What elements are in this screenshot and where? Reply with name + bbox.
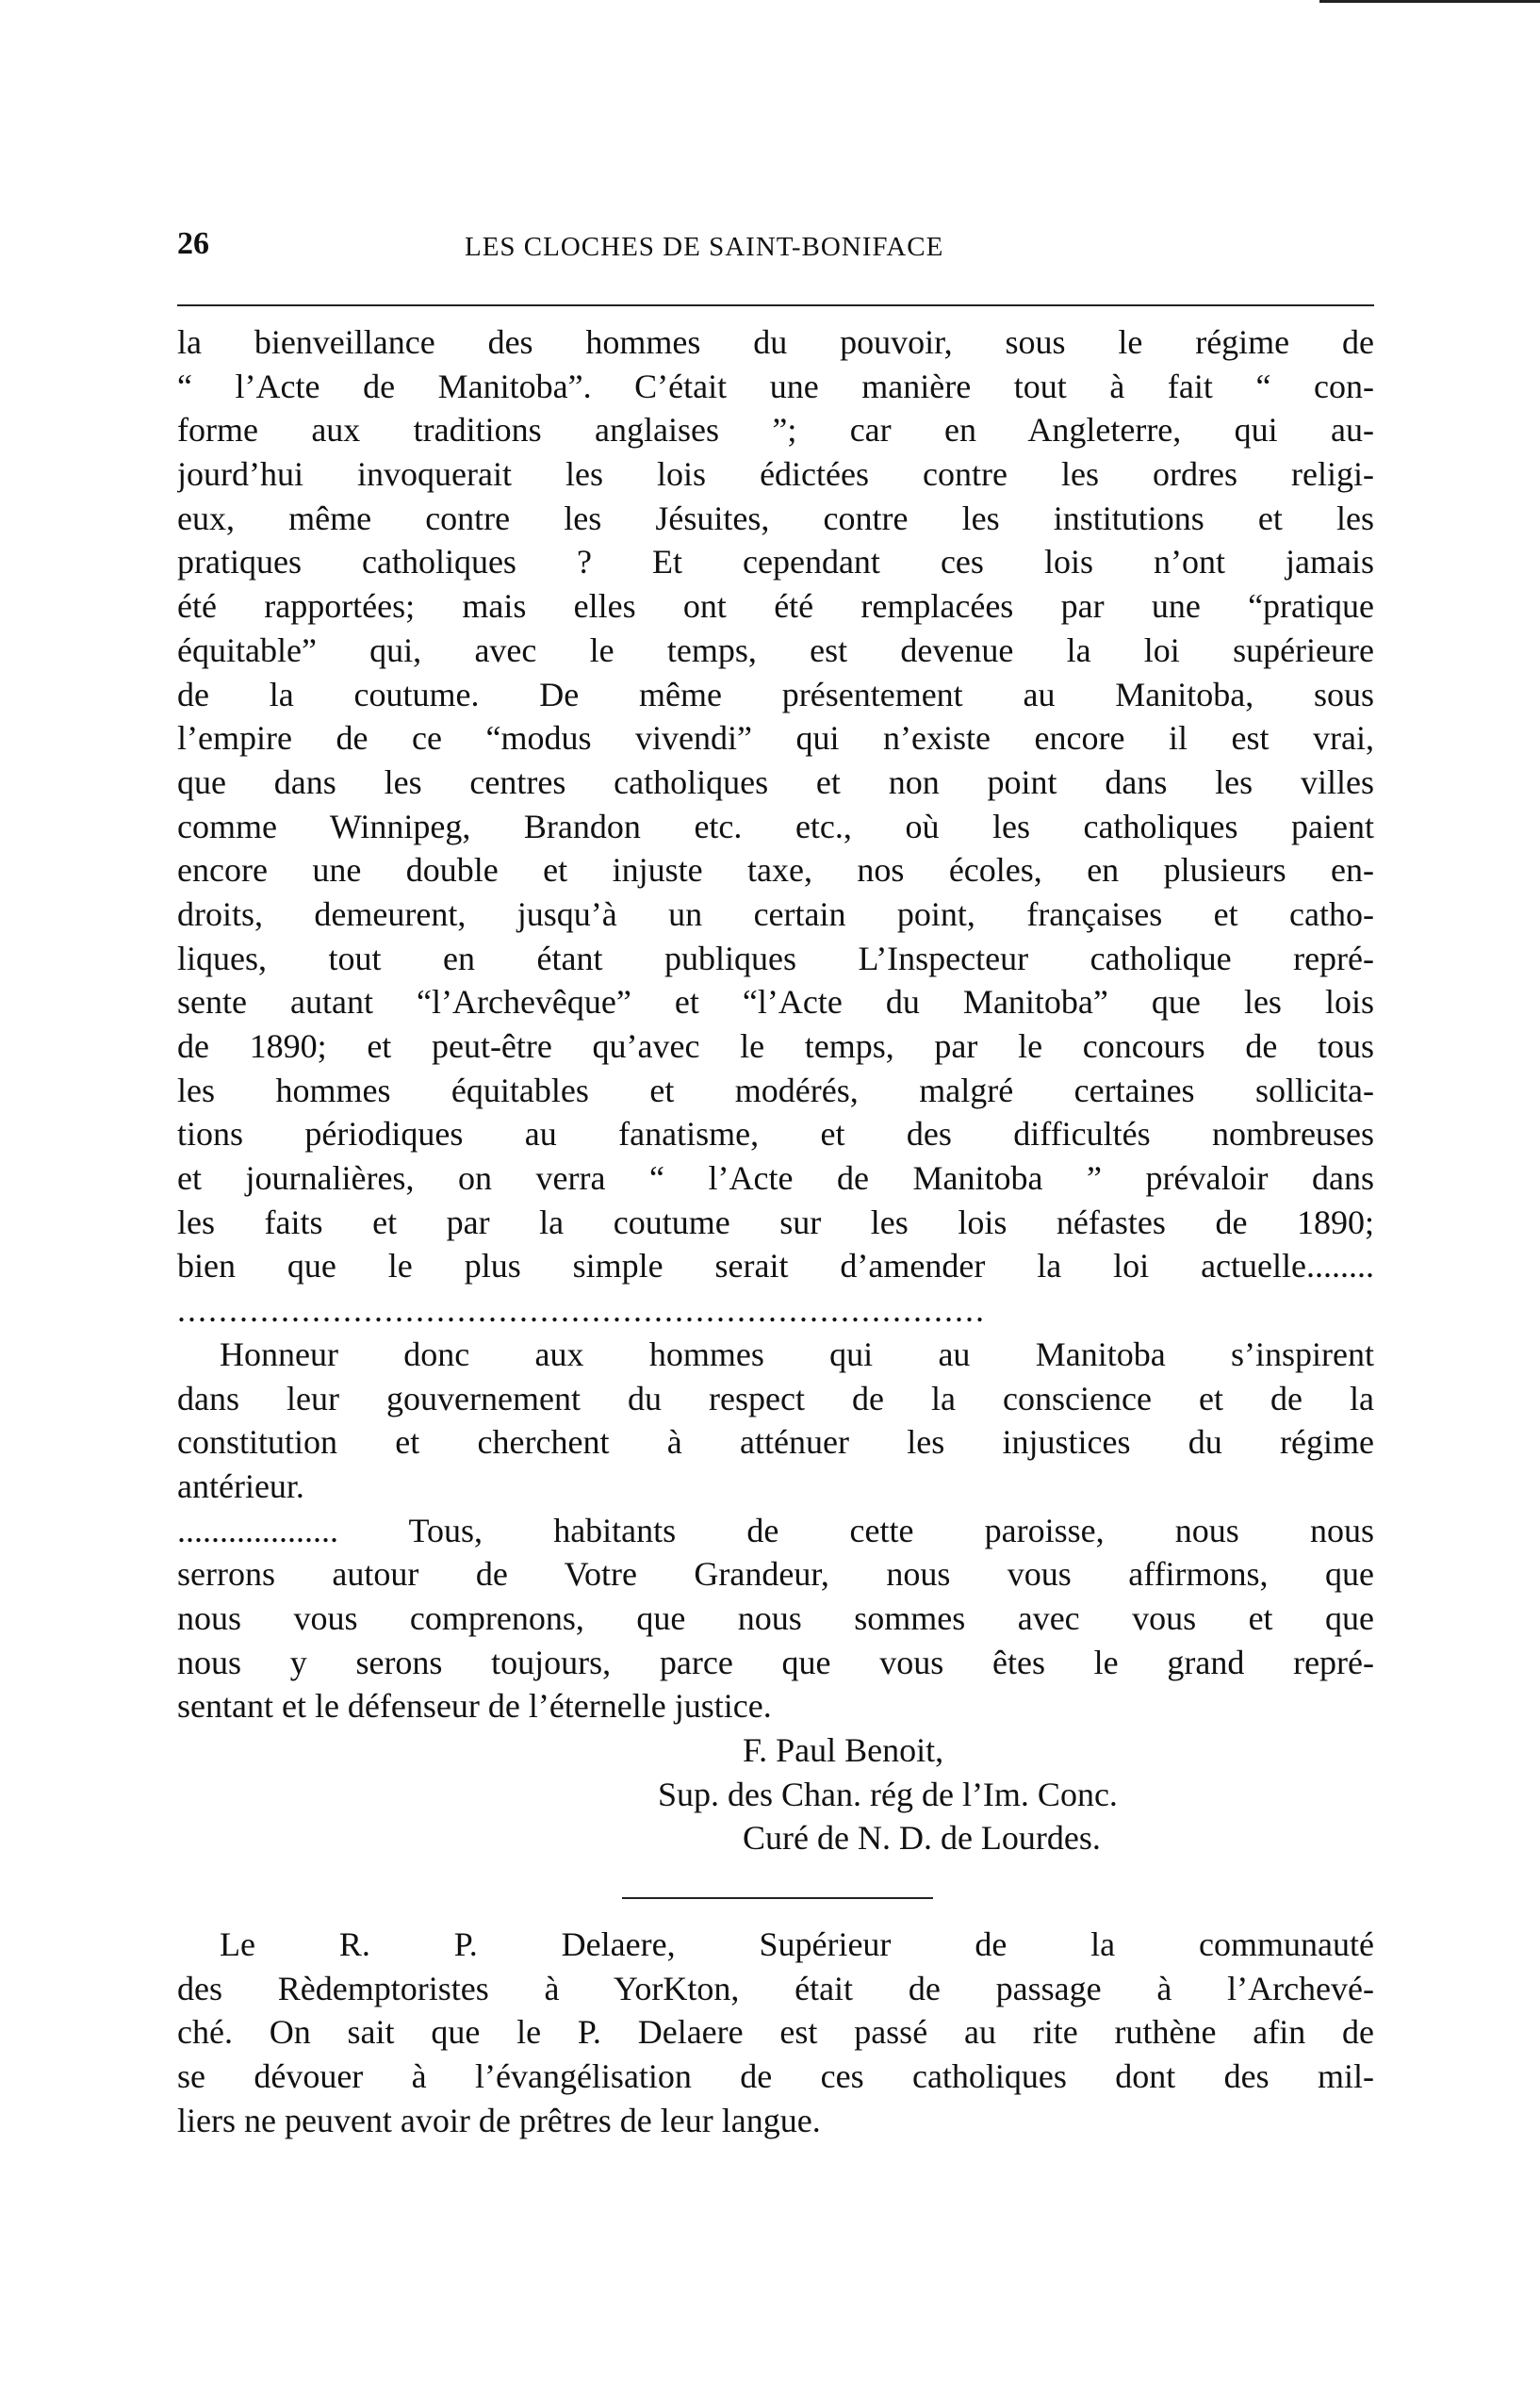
text-line: nous vous comprenons, que nous sommes avec vous et que xyxy=(177,1598,1374,1637)
text-line: dans leur gouvernement du respect de la conscience et de la xyxy=(177,1379,1374,1417)
text-line: forme aux traditions anglaises ”; car en Angleterre, qui au- xyxy=(177,411,1374,450)
text-line: bien que le plus simple serait d’amender la loi actuelle........ xyxy=(177,1247,1374,1286)
signature-title: Sup. des Chan. rég de l’Im. Conc. xyxy=(658,1775,1118,1813)
text-line: “ l’Acte de Manitoba”. C’était une manière tout à fait “ con- xyxy=(177,367,1374,405)
text-line: la bienveillance des hommes du pouvoir, sous le régime de xyxy=(177,323,1374,361)
news-item xyxy=(177,1923,1374,2142)
text-line: l’empire de ce “modus vivendi” qui n’existe encore il est vrai, xyxy=(177,719,1374,758)
text-line: encore une double et injuste taxe, nos écoles, en plusieurs en- xyxy=(177,851,1374,890)
text-line: Le R. P. Delaere, Supérieur de la communauté xyxy=(220,1925,1374,1963)
text-line: liers ne peuvent avoir de prêtres de leur langue. xyxy=(177,2101,821,2139)
text-line: serrons autour de Votre Grandeur, nous vous affirmons, que xyxy=(177,1555,1374,1594)
text-line: ché. On sait que le P. Delaere est passé au rite ruthène afin de xyxy=(177,2013,1374,2052)
text-line: eux, même contre les Jésuites, contre les institutions et les xyxy=(177,499,1374,537)
page-header xyxy=(177,226,1374,273)
text-line: comme Winnipeg, Brandon etc. etc., où les catholiques paient xyxy=(177,807,1374,845)
text-line: Honneur donc aux hommes qui au Manitoba s’inspirent xyxy=(220,1335,1374,1373)
running-head: LES CLOCHES DE SAINT-BONIFACE xyxy=(465,232,944,262)
text-line: des Rèdemptoristes à YorKton, était de passage à l’Archevé- xyxy=(177,1969,1374,2007)
text-line: équitable” qui, avec le temps, est devenue la loi supérieure xyxy=(177,631,1374,669)
header-rule xyxy=(177,304,1374,306)
text-line: jourd’hui invoquerait les lois édictées contre les ordres religi- xyxy=(177,455,1374,494)
signature-name: F. Paul Benoit, xyxy=(743,1731,944,1769)
text-line: sentant et le défenseur de l’éternelle justice. xyxy=(177,1687,772,1726)
text-line: nous y serons toujours, parce que vous êtes le grand repré- xyxy=(177,1643,1374,1681)
text-line: et journalières, on verra “ l’Acte de Manitoba ” prévaloir dans xyxy=(177,1159,1374,1198)
signature-title: Curé de N. D. de Lourdes. xyxy=(743,1819,1101,1858)
main-text xyxy=(177,320,1374,1860)
text-line: les hommes équitables et modérés, malgré certaines sollicita- xyxy=(177,1071,1374,1109)
text-line: pratiques catholiques ? Et cependant ces lois n’ont jamais xyxy=(177,543,1374,581)
text-line: les faits et par la coutume sur les lois néfastes de 1890; xyxy=(177,1203,1374,1241)
text-line: été rapportées; mais elles ont été remplacées par une “pratique xyxy=(177,587,1374,626)
text-line: ................... Tous, habitants de cette paroisse, nous nous xyxy=(177,1511,1374,1549)
text-line: que dans les centres catholiques et non point dans les villes xyxy=(177,762,1374,801)
text-line: droits, demeurent, jusqu’à un certain point, françaises et catho- xyxy=(177,894,1374,933)
text-line: de 1890; et peut-être qu’avec le temps, par le concours de tous xyxy=(177,1027,1374,1065)
ellipsis-line: .............................................................................. xyxy=(177,1291,986,1330)
text-line: sente autant “l’Archevêque” et “l’Acte du Manitoba” que les lois xyxy=(177,983,1374,1022)
text-line: tions périodiques au fanatisme, et des difficultés nombreuses xyxy=(177,1115,1374,1154)
text-line: liques, tout en étant publiques L’Inspecteur catholique repré- xyxy=(177,939,1374,977)
text-line: antérieur. xyxy=(177,1466,304,1505)
text-line: de la coutume. De même présentement au Manitoba, sous xyxy=(177,675,1374,713)
text-line: constitution et cherchent à atténuer les injustices du régime xyxy=(177,1423,1374,1462)
page-number: 26 xyxy=(177,226,209,261)
section-divider xyxy=(622,1897,933,1899)
text-line: se dévouer à l’évangélisation de ces catholiques dont des mil- xyxy=(177,2057,1374,2096)
scan-top-edge xyxy=(1319,0,1540,3)
